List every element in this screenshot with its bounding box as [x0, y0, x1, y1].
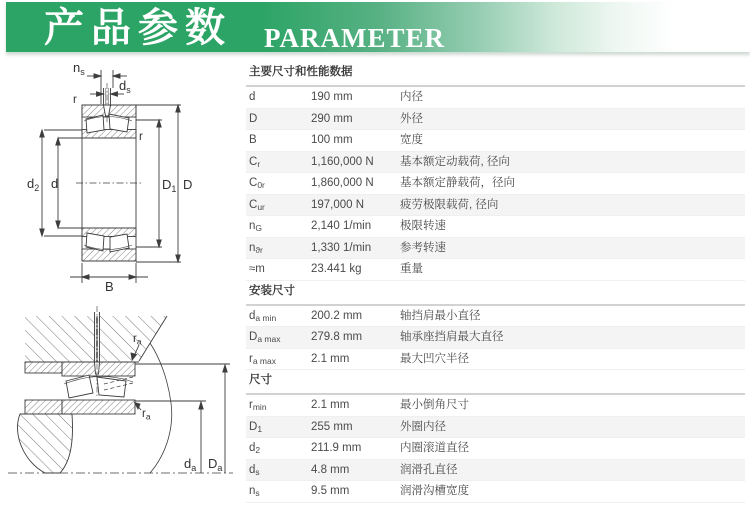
param-description: 外圈内径	[400, 420, 446, 433]
param-description: 参考转速	[400, 241, 446, 254]
param-symbol: B	[249, 134, 257, 146]
page-header-banner	[6, 2, 750, 52]
dim-label-ra-bottom: $r_a$	[142, 408, 151, 422]
dim-label-r-right: r	[139, 131, 143, 143]
param-symbol: nG	[249, 220, 263, 233]
page-title: 产品参数	[44, 6, 232, 50]
dim-label-B: B	[105, 279, 114, 294]
bearing-cross-section-diagram	[0, 55, 240, 295]
param-description: 重量	[400, 263, 423, 275]
section-heading: 安装尺寸	[246, 281, 745, 306]
param-symbol: Da max	[249, 331, 281, 344]
param-value: 9.5 mm	[311, 485, 350, 497]
table-row	[246, 259, 745, 281]
param-symbol: ns	[249, 485, 260, 498]
param-value: 2,140 1/min	[311, 220, 372, 232]
param-value: 100 mm	[311, 134, 353, 146]
dim-label-d: d	[51, 176, 59, 191]
dim-label-ds: $d_s$	[119, 78, 131, 95]
param-description: 疲劳极限载荷, 径向	[400, 198, 499, 211]
param-description: 宽度	[400, 134, 423, 146]
param-value: 4.8 mm	[311, 463, 350, 476]
param-description: 内径	[400, 91, 423, 103]
param-value: 23.441 kg	[311, 263, 362, 275]
table-row	[246, 173, 745, 195]
table-row	[246, 438, 745, 460]
dim-label-ns: $n_s$	[73, 60, 85, 77]
param-symbol: d	[249, 91, 256, 103]
dim-label-D1: $D_1$	[162, 177, 177, 194]
param-value: 2.1 mm	[311, 399, 350, 411]
bearing-mounting-diagram	[0, 290, 240, 489]
param-description: 内圈滚道直径	[400, 442, 469, 454]
dim-label-D: D	[183, 177, 193, 192]
table-row	[246, 306, 745, 328]
param-description: 轴承座挡肩最大直径	[400, 331, 504, 343]
param-value: 197,000 N	[311, 198, 365, 211]
param-symbol: Cr	[249, 155, 261, 169]
param-symbol: rmin	[249, 399, 267, 412]
table-row	[246, 152, 745, 174]
table-row	[246, 238, 745, 260]
table-row	[246, 481, 745, 503]
table-row	[246, 349, 745, 371]
param-description: 外径	[400, 112, 423, 125]
table-row	[246, 460, 745, 482]
param-symbol: nϑr	[249, 241, 263, 255]
param-symbol: d2	[249, 442, 261, 455]
param-symbol: D	[249, 112, 258, 125]
dim-label-da: $d_a$	[184, 456, 197, 473]
table-row	[246, 395, 745, 417]
param-value: 2.1 mm	[311, 352, 350, 365]
table-row	[246, 195, 745, 217]
param-description: 最大凹穴半径	[400, 352, 469, 365]
param-symbol: da min	[249, 309, 277, 323]
param-symbol: ra max	[249, 352, 276, 366]
param-description: 润滑沟槽宽度	[400, 485, 469, 497]
param-value: 255 mm	[311, 420, 353, 433]
section-heading: 尺寸	[246, 370, 745, 395]
table-row	[246, 417, 745, 439]
table-row	[246, 327, 745, 349]
param-value: 290 mm	[311, 112, 353, 125]
param-value: 279.8 mm	[311, 331, 363, 343]
spec-table	[246, 62, 745, 503]
param-description: 最小倒角尺寸	[400, 399, 469, 411]
table-row	[246, 130, 745, 152]
section-heading: 主要尺寸和性能数据	[246, 62, 745, 87]
table-row	[246, 109, 745, 131]
dim-label-Da: $D_a$	[208, 456, 223, 473]
param-description: 轴挡肩最小直径	[400, 309, 481, 322]
param-description: 极限转速	[400, 220, 446, 232]
param-symbol: ds	[249, 463, 260, 477]
param-description: 基本额定静载荷，径向	[400, 177, 515, 189]
param-symbol: C0r	[249, 177, 265, 190]
param-symbol: D1	[249, 420, 263, 434]
param-value: 200.2 mm	[311, 309, 363, 322]
param-value: 1,330 1/min	[311, 241, 372, 254]
param-description: 基本额定动载荷, 径向	[400, 155, 510, 168]
param-symbol: Cur	[249, 198, 265, 212]
dim-label-d2: $d_2$	[27, 176, 40, 193]
param-value: 1,160,000 N	[311, 155, 374, 168]
table-row	[246, 87, 745, 109]
param-value: 1,860,000 N	[311, 177, 374, 189]
dim-label-r-top: r	[73, 94, 77, 106]
param-value: 211.9 mm	[311, 442, 362, 454]
table-row	[246, 216, 745, 238]
dim-label-ra-top: $r_a$	[133, 333, 142, 347]
page-subtitle: PARAMETER	[264, 23, 445, 53]
param-symbol: ≈m	[249, 263, 265, 275]
param-value: 190 mm	[311, 91, 353, 103]
param-description: 润滑孔直径	[400, 463, 458, 476]
